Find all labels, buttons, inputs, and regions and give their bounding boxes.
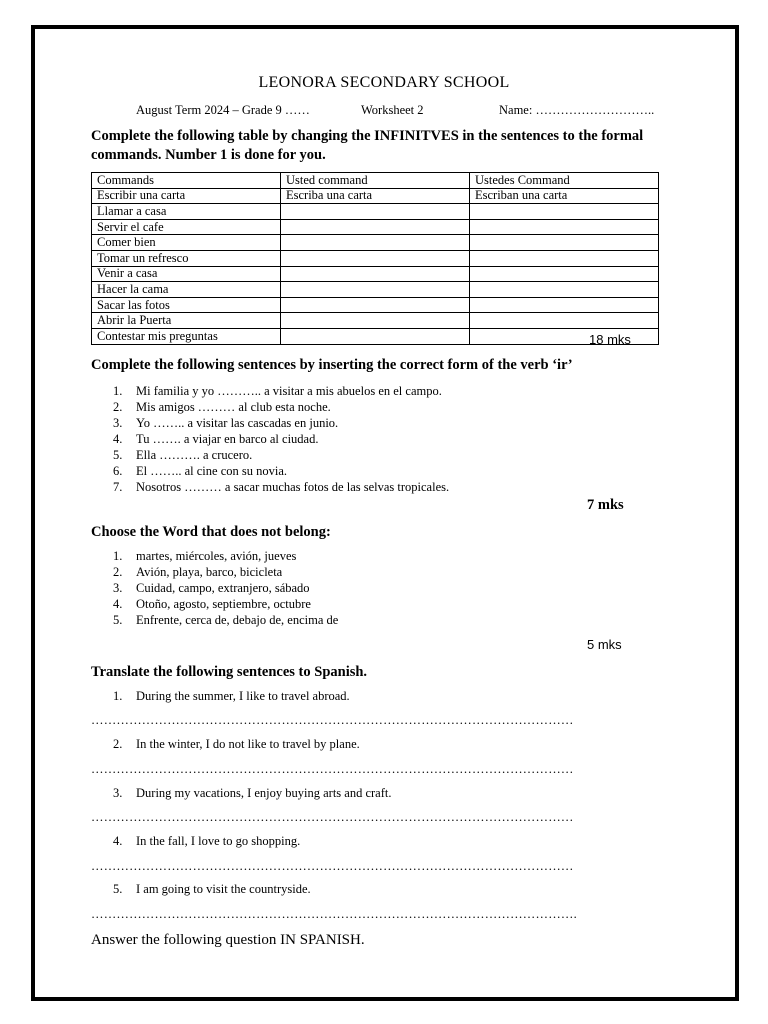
usted-answer-cell[interactable] xyxy=(281,282,470,298)
answer-line[interactable]: …………………………………………………………………………………………………… xyxy=(91,713,574,727)
list-number: 1. xyxy=(113,689,123,703)
section1-marks: 18 mks xyxy=(589,332,631,347)
usted-answer-cell[interactable] xyxy=(281,266,470,282)
table-header-row xyxy=(92,173,659,189)
usted-answer-cell[interactable] xyxy=(281,219,470,235)
list-item xyxy=(91,399,449,415)
list-item-text: martes, miércoles, avión, jueves xyxy=(136,549,297,563)
answer-line[interactable]: …………………………………………………………………………………………………… xyxy=(91,762,574,776)
usted-answer-cell[interactable] xyxy=(281,313,470,329)
list-number: 3. xyxy=(113,581,123,595)
table-row xyxy=(92,282,659,298)
table-row xyxy=(92,235,659,251)
term-label: August Term 2024 – Grade 9 …… xyxy=(136,103,310,117)
translation-sentence: In the fall, I love to go shopping. xyxy=(136,834,301,848)
usted-answer-cell: Escriba una carta xyxy=(281,188,470,204)
translation-sentence: I am going to visit the countryside. xyxy=(136,882,311,896)
list-item-text: Avión, playa, barco, bicicleta xyxy=(136,565,283,579)
list-number: 6. xyxy=(113,464,123,478)
answer-line[interactable]: ……………………………………………………………………………………………………. xyxy=(91,907,577,921)
list-number: 4. xyxy=(113,432,123,446)
list-item-text: Ella ………. a crucero. xyxy=(136,448,253,462)
ustedes-answer-cell[interactable] xyxy=(470,313,659,329)
section2-instruction: Complete the following sentences by inserting the correct form of the verb ‘ir’ xyxy=(91,357,573,373)
answer-line[interactable]: …………………………………………………………………………………………………… xyxy=(91,859,574,873)
table-row xyxy=(92,204,659,220)
list-item xyxy=(91,383,449,399)
ustedes-answer-cell[interactable] xyxy=(470,266,659,282)
infinitive-cell: Escribir una carta xyxy=(92,188,281,204)
list-number: 2. xyxy=(113,400,123,414)
list-item-text: Cuidad, campo, extranjero, sábado xyxy=(136,581,310,595)
usted-answer-cell[interactable] xyxy=(281,250,470,266)
list-number: 2. xyxy=(113,737,123,751)
list-number: 1. xyxy=(113,384,123,398)
table-header-cell: Commands xyxy=(92,173,281,189)
list-item xyxy=(91,564,338,580)
table-row xyxy=(92,328,659,344)
infinitive-cell: Venir a casa xyxy=(92,266,281,282)
ustedes-answer-cell[interactable] xyxy=(470,219,659,235)
section2-marks: 7 mks xyxy=(587,497,624,513)
list-item-text: Mis amigos ……… al club esta noche. xyxy=(136,400,331,414)
infinitive-cell: Contestar mis preguntas xyxy=(92,328,281,344)
list-item xyxy=(91,415,449,431)
infinitive-cell: Comer bien xyxy=(92,235,281,251)
section3-instruction: Choose the Word that does not belong: xyxy=(91,524,331,540)
table-row xyxy=(92,250,659,266)
list-item xyxy=(91,431,449,447)
section1-instruction: Complete the following table by changing the INFINITVES in the sentences to the formal commands. Number 1 is done for you. xyxy=(91,128,644,163)
commands-table xyxy=(91,172,659,345)
list-number: 3. xyxy=(113,786,123,800)
list-item-text: Mi familia y yo ……….. a visitar a mis abuelos en el campo. xyxy=(136,384,442,398)
list-item xyxy=(91,612,338,628)
table-row xyxy=(92,188,659,204)
infinitive-cell: Abrir la Puerta xyxy=(92,313,281,329)
section4-instruction: Translate the following sentences to Spanish. xyxy=(91,664,368,680)
list-item xyxy=(91,596,338,612)
section3-marks: 5 mks xyxy=(587,637,622,652)
infinitive-cell: Hacer la cama xyxy=(92,282,281,298)
school-title: LEONORA SECONDARY SCHOOL xyxy=(258,74,510,91)
list-number: 1. xyxy=(113,549,123,563)
table-row xyxy=(92,297,659,313)
table-header-cell: Usted command xyxy=(281,173,470,189)
ir-sentences-list xyxy=(91,383,449,495)
list-number: 4. xyxy=(113,597,123,611)
section5-instruction: Answer the following question IN SPANISH. xyxy=(91,932,365,948)
answer-line[interactable]: …………………………………………………………………………………………………… xyxy=(91,810,574,824)
translation-sentence: During the summer, I like to travel abroad. xyxy=(136,689,350,703)
list-item xyxy=(91,447,449,463)
ustedes-answer-cell: Escriban una carta xyxy=(470,188,659,204)
list-number: 2. xyxy=(113,565,123,579)
list-number: 3. xyxy=(113,416,123,430)
list-item xyxy=(91,463,449,479)
odd-word-list xyxy=(91,548,338,628)
list-item-text: Otoño, agosto, septiembre, octubre xyxy=(136,597,311,611)
table-row xyxy=(92,219,659,235)
ustedes-answer-cell[interactable] xyxy=(470,297,659,313)
table-header-cell: Ustedes Command xyxy=(470,173,659,189)
usted-answer-cell[interactable] xyxy=(281,328,470,344)
ustedes-answer-cell[interactable] xyxy=(470,250,659,266)
table-row xyxy=(92,266,659,282)
list-number: 5. xyxy=(113,882,123,896)
translation-sentence: During my vacations, I enjoy buying arts and craft. xyxy=(136,786,392,800)
usted-answer-cell[interactable] xyxy=(281,235,470,251)
infinitive-cell: Servir el cafe xyxy=(92,219,281,235)
ustedes-answer-cell[interactable] xyxy=(470,204,659,220)
name-field[interactable]: Name: ……………………….. xyxy=(499,103,655,117)
infinitive-cell: Llamar a casa xyxy=(92,204,281,220)
list-item xyxy=(91,580,338,596)
usted-answer-cell[interactable] xyxy=(281,297,470,313)
ustedes-answer-cell[interactable] xyxy=(470,282,659,298)
usted-answer-cell[interactable] xyxy=(281,204,470,220)
infinitive-cell: Tomar un refresco xyxy=(92,250,281,266)
list-item xyxy=(91,548,338,564)
list-item-text: Yo …….. a visitar las cascadas en junio. xyxy=(136,416,339,430)
list-number: 5. xyxy=(113,613,123,627)
list-number: 5. xyxy=(113,448,123,462)
ustedes-answer-cell[interactable] xyxy=(470,235,659,251)
list-item-text: Tu ……. a viajar en barco al ciudad. xyxy=(136,432,319,446)
list-number: 4. xyxy=(113,834,123,848)
list-item xyxy=(91,479,449,495)
translation-sentence: In the winter, I do not like to travel by plane. xyxy=(136,737,360,751)
infinitive-cell: Sacar las fotos xyxy=(92,297,281,313)
worksheet-label: Worksheet 2 xyxy=(361,103,424,117)
list-item-text: Nosotros ……… a sacar muchas fotos de las selvas tropicales. xyxy=(136,480,450,494)
list-number: 7. xyxy=(113,480,123,494)
list-item-text: El …….. al cine con su novia. xyxy=(136,464,288,478)
list-item-text: Enfrente, cerca de, debajo de, encima de xyxy=(136,613,339,627)
table-row xyxy=(92,313,659,329)
